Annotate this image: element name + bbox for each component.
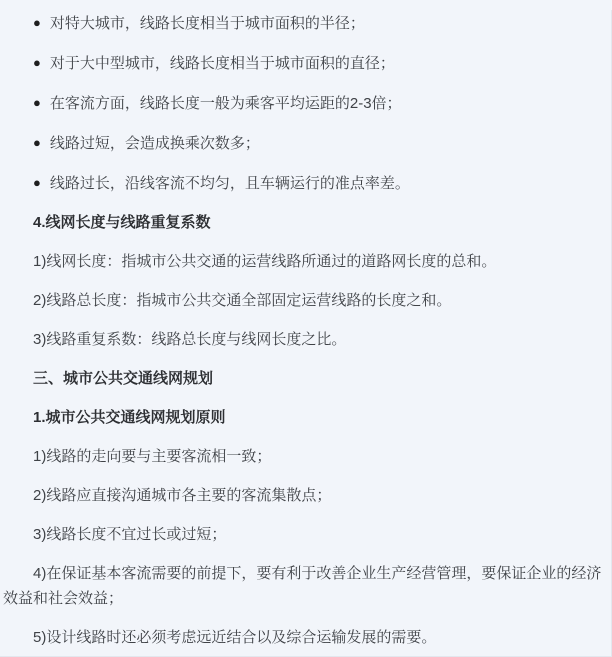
bullet-text: 线路过短，会造成换乘次数多； <box>49 135 260 152</box>
definition-item: 2)线路总长度：指城市公共交通全部固定运营线路的长度之和。 <box>33 292 452 309</box>
bullet-icon: ● <box>33 15 41 30</box>
chapter-heading: 三、城市公共交通线网规划 <box>33 370 214 387</box>
bullet-item <box>3 50 609 76</box>
definition-item: 1)线网长度：指城市公共交通的运营线路所通过的道路网长度的总和。 <box>33 253 497 270</box>
bullet-text: 对特大城市，线路长度相当于城市面积的半径； <box>49 15 365 32</box>
bullet-item <box>3 170 609 196</box>
bullet-text: 对于大中型城市，线路长度相当于城市面积的直径； <box>49 55 395 72</box>
bullet-item <box>3 130 609 156</box>
principle-item: 3)线路长度不宜过长或过短； <box>33 526 227 543</box>
bullet-icon: ● <box>33 175 41 190</box>
document-body <box>0 10 611 650</box>
subsection-heading: 1.城市公共交通线网规划原则 <box>33 409 226 426</box>
bullet-text: 在客流方面，线路长度一般为乘客平均运距的2-3倍； <box>49 95 402 112</box>
bullet-icon: ● <box>33 55 41 70</box>
section-heading-metrics: 4.线网长度与线路重复系数 <box>33 214 211 231</box>
principle-item: 2)线路应直接沟通城市各主要的客流集散点； <box>33 487 332 504</box>
bullet-text: 线路过长，沿线客流不均匀，且车辆运行的准点率差。 <box>49 175 410 192</box>
principle-item: 1)线路的走向要与主要客流相一致； <box>33 448 272 465</box>
definition-item: 3)线路重复系数：线路总长度与线网长度之比。 <box>33 331 347 348</box>
bullet-item <box>3 90 609 116</box>
bullet-icon: ● <box>33 95 41 110</box>
bullet-icon: ● <box>33 135 41 150</box>
principle-item: 5)设计线路时还必须考虑远近结合以及综合运输发展的需要。 <box>33 629 437 646</box>
bullet-item <box>3 10 609 36</box>
principle-item: 4)在保证基本客流需要的前提下，要有利于改善企业生产经营管理，要保证企业的经济效益和社会效益； <box>3 565 602 607</box>
